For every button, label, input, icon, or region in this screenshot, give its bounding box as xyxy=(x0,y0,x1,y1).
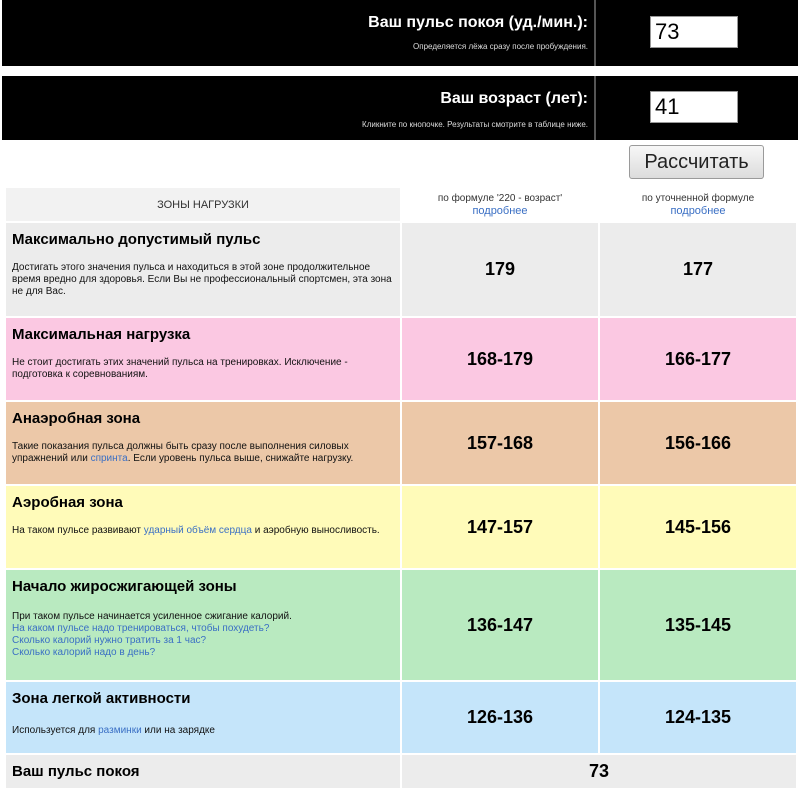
zone-cell xyxy=(5,317,401,401)
training-pulse-weight-loss-link[interactable]: На каком пульсе надо тренироваться, чтобы похудеть? xyxy=(12,623,270,634)
zone-title: Начало жиросжигающей зоны xyxy=(12,578,237,595)
sprint-link[interactable]: спринта xyxy=(90,453,128,464)
zone-description-text: . Если уровень пульса выше, снижайте нагрузку. xyxy=(127,453,354,464)
formula-refined-label: по уточненной формуле xyxy=(641,192,755,204)
zone-value-formula-refined: 177 xyxy=(599,222,797,317)
zone-value-formula-refined: 135-145 xyxy=(599,569,797,681)
zone-description-text: При таком пульсе начинается усиленное сжигание калорий. xyxy=(12,611,292,622)
zone-value-formula-refined: 166-177 xyxy=(599,317,797,401)
zone-title: Аэробная зона xyxy=(12,494,123,511)
age-label: Ваш возраст (лет): xyxy=(440,90,588,107)
heart-rate-zones-table xyxy=(4,186,798,790)
zone-description: Достигать этого значения пульса и находиться в этой зоне продолжительное время вредно для здоровья. Если Вы не профессиональный спортсмен, эта зона не для Вас. xyxy=(12,262,392,297)
zone-description xyxy=(12,441,394,465)
zone-value-formula-refined: 156-166 xyxy=(599,401,797,485)
age-panel xyxy=(2,76,798,140)
calculate-button[interactable]: Рассчитать xyxy=(629,145,764,179)
table-row-anaerobic xyxy=(5,401,797,485)
age-input[interactable] xyxy=(650,91,738,123)
table-row-max-allowed xyxy=(5,222,797,317)
table-row-fat-burning xyxy=(5,569,797,681)
table-row-light-activity xyxy=(5,681,797,754)
zone-description-text: Используется для xyxy=(12,725,99,736)
age-label-cell xyxy=(2,76,596,140)
resting-pulse-input-cell xyxy=(596,0,798,66)
zone-description: Не стоит достигать этих значений пульса на тренировках. Исключение - подготовка к соревнованиям. xyxy=(12,357,348,380)
resting-pulse-row-value: 73 xyxy=(401,754,797,789)
calories-per-day-link[interactable]: Сколько калорий надо в день? xyxy=(12,647,156,658)
zone-cell xyxy=(5,569,401,681)
zone-value-formula-220: 157-168 xyxy=(401,401,599,485)
formula-refined-more-link[interactable]: подробнее xyxy=(670,204,726,217)
zone-cell xyxy=(5,222,401,317)
warmup-link[interactable]: разминки xyxy=(98,725,142,736)
resting-pulse-input[interactable] xyxy=(650,16,738,48)
zone-title: Максимальная нагрузка xyxy=(12,326,191,343)
resting-pulse-hint: Определяется лёжа сразу после пробуждения. xyxy=(413,42,588,51)
zone-cell xyxy=(5,681,401,754)
zone-description xyxy=(12,525,394,537)
zone-description-text: На таком пульсе развивают xyxy=(12,525,144,536)
zone-value-formula-220: 136-147 xyxy=(401,569,599,681)
zone-description-text: или на зарядке xyxy=(141,725,215,736)
zone-value-formula-220: 147-157 xyxy=(401,485,599,569)
table-row-max-load xyxy=(5,317,797,401)
resting-pulse-label: Ваш пульс покоя (уд./мин.): xyxy=(368,14,588,31)
stroke-volume-link[interactable]: ударный объём сердца xyxy=(143,525,252,536)
resting-pulse-label-cell xyxy=(2,0,596,66)
table-row-resting-pulse xyxy=(5,754,797,789)
table-header-row xyxy=(5,187,797,222)
zone-description-text: Такие показания пульса должны быть сразу после выполнения силовых упражнений или xyxy=(12,441,349,464)
calories-per-hour-link[interactable]: Сколько калорий нужно тратить за 1 час? xyxy=(12,635,207,646)
age-hint: Кликните по кнопочке. Результаты смотрите в таблице ниже. xyxy=(362,120,588,129)
zone-title: Зона легкой активности xyxy=(12,690,191,707)
zone-value-formula-refined: 124-135 xyxy=(599,681,797,754)
formula-refined-header xyxy=(599,187,797,222)
zone-description xyxy=(12,725,394,737)
resting-pulse-panel xyxy=(2,0,798,66)
formula-220-label: по формуле '220 - возраст' xyxy=(437,192,563,204)
zone-description-text: и аэробную выносливость. xyxy=(251,525,380,536)
zone-cell xyxy=(5,485,401,569)
zone-title: Максимально допустимый пульс xyxy=(12,231,261,248)
zone-value-formula-220: 168-179 xyxy=(401,317,599,401)
zone-description xyxy=(12,611,394,659)
zone-title: Анаэробная зона xyxy=(12,410,141,427)
formula-220-more-link[interactable]: подробнее xyxy=(472,204,528,217)
age-input-cell xyxy=(596,76,798,140)
zone-value-formula-refined: 145-156 xyxy=(599,485,797,569)
zone-value-formula-220: 179 xyxy=(401,222,599,317)
table-row-aerobic xyxy=(5,485,797,569)
formula-220-header xyxy=(401,187,599,222)
zone-value-formula-220: 126-136 xyxy=(401,681,599,754)
zone-cell xyxy=(5,401,401,485)
resting-pulse-row-label: Ваш пульс покоя xyxy=(5,754,401,789)
zones-header: ЗОНЫ НАГРУЗКИ xyxy=(5,187,401,222)
